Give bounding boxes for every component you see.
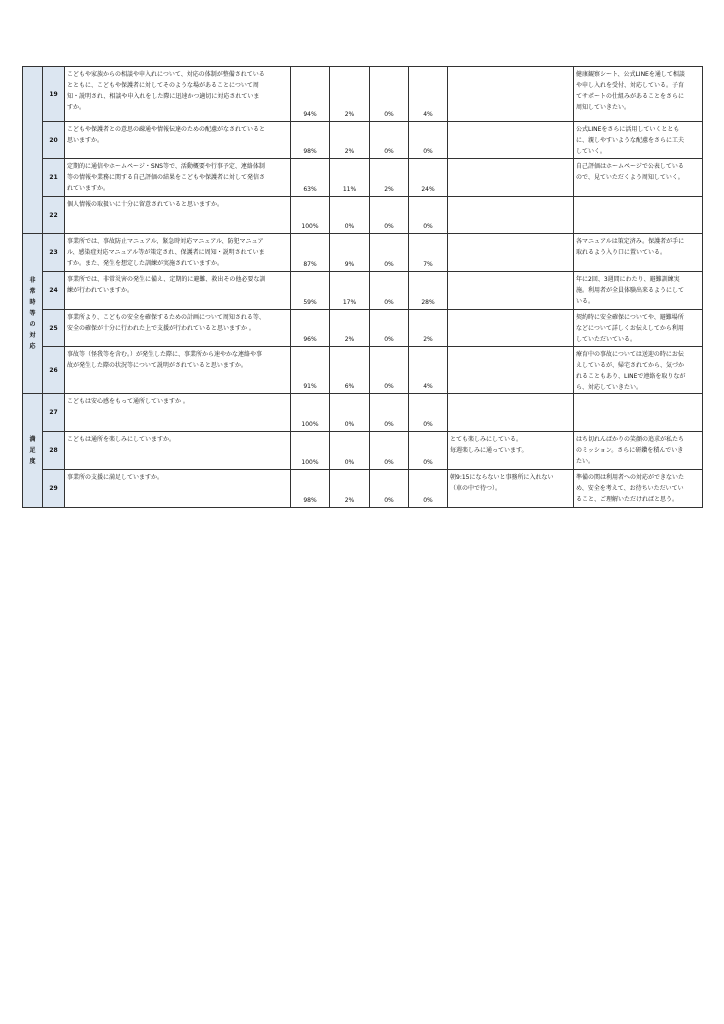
percentage-2: 17% [330,272,370,310]
percentage-2: 2% [330,310,370,347]
question-line: 等の情報や業務に関する自己評価の結果をこどもや保護者に対して発信さ [67,174,266,181]
percentage-4: 0% [409,197,448,234]
percentage-1: 94% [291,67,330,122]
response-line: や申し入れを受付、対応している。子育 [576,82,685,89]
facility-response [574,470,703,508]
comment-line: 毎週楽しみに通っています。 [450,447,528,454]
parent-comment [448,470,574,508]
question-number: 19 [43,67,65,122]
percentage-1: 100% [291,432,330,470]
table-row [23,234,703,272]
percentage-3: 0% [370,310,409,347]
question-number: 25 [43,310,65,347]
facility-response [574,67,703,122]
question-line: こどもや家族からの相談や申入れについて、対応の体制が整備されている [67,71,265,78]
parent-comment [448,122,574,159]
response-line: れることもあり、LINEで連絡を取りなが [576,373,686,380]
parent-comment [448,159,574,197]
question-line: れていますか。 [67,185,110,192]
response-line: のミッション。さらに研鑽を積んでいき [576,447,684,454]
response-line: などについて詳しくお伝えしてから利用 [576,325,684,332]
question-text [65,122,291,159]
question-line: すか。 [67,104,86,111]
question-number: 28 [43,432,65,470]
parent-comment [448,310,574,347]
category-char: 対 [29,332,36,339]
question-line: 個人情報の取扱いに十分に留意されていると思いますか。 [67,201,224,208]
table-row [23,470,703,508]
percentage-1: 87% [291,234,330,272]
question-text [65,310,291,347]
question-number: 27 [43,394,65,432]
response-line: 準備の関は利用者への対応ができないた [576,474,685,481]
question-line: こどもは安心感をもって通所していますか 。 [67,398,189,405]
parent-comment [448,67,574,122]
percentage-1: 100% [291,394,330,432]
percentage-1: 96% [291,310,330,347]
facility-response [574,394,703,432]
parent-comment [448,234,574,272]
question-text [65,67,291,122]
response-line: 各マニュアルは策定済み。保護者が手に [576,238,685,245]
table-row [23,197,703,234]
category-char: 時 [29,299,36,306]
question-number: 29 [43,470,65,508]
table-row [23,310,703,347]
category-char: 等 [29,310,36,317]
percentage-2: 2% [330,470,370,508]
response-line: たい。 [576,458,595,465]
percentage-1: 98% [291,122,330,159]
category-char: 非 [29,277,36,284]
facility-response [574,432,703,470]
question-text [65,272,291,310]
percentage-4: 7% [409,234,448,272]
percentage-2: 9% [330,234,370,272]
question-text [65,347,291,394]
percentage-3: 0% [370,347,409,394]
percentage-1: 59% [291,272,330,310]
percentage-3: 0% [370,234,409,272]
percentage-4: 0% [409,122,448,159]
table-row [23,347,703,394]
facility-response [574,122,703,159]
response-line: いる。 [576,298,595,305]
question-number: 20 [43,122,65,159]
response-line: 公式LINEをさらに活用していくととも [576,126,680,133]
percentage-3: 0% [370,272,409,310]
question-line: 事故等（怪我等を含む。）が発生した際に、事業所から速やかな連絡や事 [67,351,263,358]
percentage-4: 2% [409,310,448,347]
category-char: 度 [29,458,36,465]
response-line: えしているが、帰宅されてから、気づか [576,362,685,369]
question-number: 26 [43,347,65,394]
percentage-4: 0% [409,394,448,432]
facility-response [574,272,703,310]
response-line: に、親しやすいような配慮をさらに工夫 [576,137,685,144]
category-char: 応 [29,343,36,350]
question-line: こどもや保護者との意思の疎通や情報伝達のための配慮がなされていると [67,126,266,133]
percentage-4: 0% [409,432,448,470]
category-char: 足 [29,447,36,454]
response-line: 健康観察シート、公式LINEを通して相談 [576,71,685,78]
category-char: 満 [29,436,36,443]
percentage-2: 0% [330,394,370,432]
question-number: 23 [43,234,65,272]
response-line: ので、見ていただくよう周知していく。 [576,174,684,181]
question-line: こどもは通所を楽しみにしていますか。 [67,436,176,443]
facility-response [574,159,703,197]
question-text [65,197,291,234]
question-line: 事業所の支援に満足していますか。 [67,474,164,481]
percentage-3: 0% [370,67,409,122]
response-line: 施。利用者が全員体験出来るようにして [576,287,685,294]
question-line: ル、感染症対応マニュアル等が策定され、保護者に周知・説明されていま [67,249,265,256]
response-line: していただいている。 [576,336,637,343]
question-line: 事業所では、事故防止マニュアル、緊急時対応マニュアル、防犯マニュア [67,238,264,245]
percentage-4: 4% [409,67,448,122]
response-line: てサポートの仕組みがあることをさらに [576,93,685,100]
comment-line: とても楽しみにしている。 [450,436,523,443]
comment-line: 朝9:15にならないと事務所に入れない [450,474,554,481]
percentage-2: 2% [330,122,370,159]
question-line: 安全の確保が十分に行われた上で支援が行われていると思いますか 。 [67,325,255,332]
question-number: 22 [43,197,65,234]
question-line: 事業所では、非常災害の発生に備え、定期的に避難、救出その他必要な訓 [67,276,266,283]
facility-response [574,197,703,234]
survey-results-table [22,66,703,508]
parent-comment [448,394,574,432]
question-line: 事業所より、こどもの安全を確保するための計画について周知される等、 [67,314,265,321]
response-line: 療育中の事故については送迎の時にお伝 [576,351,684,358]
percentage-2: 0% [330,197,370,234]
question-line: 思いますか。 [67,137,104,144]
question-line: 定期的に通信やホームページ・SNS等で、活動概要や行事予定、連絡体制 [67,163,265,170]
percentage-3: 0% [370,432,409,470]
percentage-4: 4% [409,347,448,394]
category-satisfaction [23,394,43,508]
response-line: め、安全を考えて、お待ちいただいてい [576,485,684,492]
category-emergency [23,234,43,394]
percentage-3: 0% [370,122,409,159]
parent-comment [448,197,574,234]
category-char: 常 [29,288,36,295]
question-line: 知・説明され、相談や申入れをした際に迅速かつ適切に対応されていま [67,93,260,100]
percentage-1: 91% [291,347,330,394]
parent-comment [448,272,574,310]
comment-line: （車の中で待つ）。 [450,485,502,492]
percentage-4: 0% [409,470,448,508]
question-text [65,159,291,197]
table-row [23,159,703,197]
percentage-3: 0% [370,197,409,234]
response-line: ら、対応していきたい。 [576,384,643,391]
percentage-1: 100% [291,197,330,234]
percentage-3: 0% [370,394,409,432]
response-line: していく。 [576,148,606,155]
question-text [65,470,291,508]
question-text [65,234,291,272]
question-line: 練が行われていますか。 [67,287,134,294]
percentage-2: 6% [330,347,370,394]
table-row [23,272,703,310]
percentage-2: 2% [330,67,370,122]
question-number: 21 [43,159,65,197]
table-row [23,122,703,159]
facility-response [574,234,703,272]
percentage-2: 0% [330,432,370,470]
facility-response [574,347,703,394]
table-row [23,432,703,470]
percentage-1: 98% [291,470,330,508]
question-line: とともに、こどもや保護者に対してそのような場があることについて周 [67,82,259,89]
response-line: 自己評価はホームページで公表している [576,163,684,170]
response-line: 取れるよう入り口に置いている。 [576,249,667,256]
category-char: の [29,321,36,328]
response-line: ること、ご理解いただければと思う。 [576,496,679,503]
facility-response [574,310,703,347]
question-text [65,432,291,470]
parent-comment [448,347,574,394]
response-line: 周知していきたい。 [576,104,631,111]
percentage-3: 0% [370,470,409,508]
question-text [65,394,291,432]
response-line: 年に2回、3週間にわたり、避難訓練実 [576,276,680,283]
table-body [23,67,703,508]
question-line: 故が発生した際の状況等について説明がされていると思いますか。 [67,362,247,369]
table-row [23,67,703,122]
category-blank [23,67,43,234]
percentage-4: 24% [409,159,448,197]
question-number: 24 [43,272,65,310]
percentage-1: 63% [291,159,330,197]
percentage-3: 2% [370,159,409,197]
parent-comment [448,432,574,470]
percentage-4: 28% [409,272,448,310]
response-line: はち切れんばかりの笑顔の追求が私たち [576,436,685,443]
percentage-2: 11% [330,159,370,197]
response-line: 契約時に安全確保についてや、避難場所 [576,314,684,321]
question-line: すか。また、発生を想定した訓練が実施されていますか。 [67,260,224,267]
table-row [23,394,703,432]
